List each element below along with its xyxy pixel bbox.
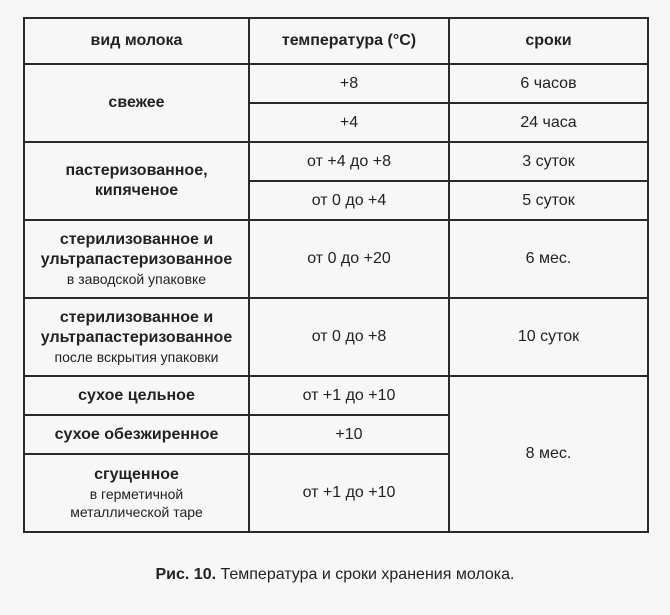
caption-text: Температура и сроки хранения молока. [216, 566, 515, 583]
milk-type-label: стерилизованное и [59, 309, 214, 326]
table-row [24, 220, 648, 298]
milk-type-label: кипяченое [94, 182, 179, 199]
cell-type-dry-whole [24, 376, 249, 415]
cell-term: 6 часов [449, 64, 648, 103]
cell-temp: от 0 до +20 [249, 220, 449, 298]
cell-term: 3 суток [449, 142, 648, 181]
milk-type-label: свежее [108, 94, 165, 111]
milk-type-label: сухое цельное [78, 386, 195, 404]
cell-term: 10 суток [449, 298, 648, 376]
cell-type-sterilized-opened [24, 298, 249, 376]
milk-type-label: сухое обезжиренное [54, 425, 219, 443]
table-row [24, 298, 648, 376]
table-header-row [24, 18, 648, 64]
cell-temp: от 0 до +8 [249, 298, 449, 376]
milk-storage-figure [23, 17, 647, 533]
header-milk-type: вид молока [24, 18, 249, 64]
milk-type-note: после вскрытия упаковки [54, 349, 219, 365]
milk-type-label: пастеризованное, [65, 162, 208, 179]
milk-type-label: ультрапастеризованное [40, 251, 233, 268]
cell-temp: от 0 до +4 [249, 181, 449, 220]
milk-type-note: металлической таре [70, 504, 203, 520]
cell-type-condensed [24, 454, 249, 532]
cell-term: 6 мес. [449, 220, 648, 298]
cell-type-dry-skim [24, 415, 249, 454]
milk-type-label: ультрапастеризованное [40, 329, 233, 346]
cell-temp: +4 [249, 103, 449, 142]
header-term: сроки [449, 18, 648, 64]
cell-temp: от +4 до +8 [249, 142, 449, 181]
cell-term-dry-condensed: 8 мес. [449, 376, 648, 532]
milk-type-label: сгущенное [94, 466, 179, 483]
cell-type-pasteurized [24, 142, 249, 220]
table-row [24, 64, 648, 103]
milk-storage-table [23, 17, 649, 533]
milk-type-note: в заводской упаковке [66, 271, 207, 287]
cell-temp: от +1 до +10 [249, 454, 449, 532]
cell-temp: +10 [249, 415, 449, 454]
caption-label: Рис. 10. [155, 566, 217, 583]
header-temperature: температура (°С) [249, 18, 449, 64]
cell-temp: от +1 до +10 [249, 376, 449, 415]
cell-term: 5 суток [449, 181, 648, 220]
figure-caption [0, 566, 670, 584]
cell-temp: +8 [249, 64, 449, 103]
cell-type-sterilized-factory [24, 220, 249, 298]
table-row [24, 376, 648, 415]
milk-type-label: стерилизованное и [59, 231, 214, 248]
cell-term: 24 часа [449, 103, 648, 142]
milk-type-note: в герметичной [89, 486, 184, 502]
cell-type-fresh [24, 64, 249, 142]
table-row [24, 142, 648, 181]
